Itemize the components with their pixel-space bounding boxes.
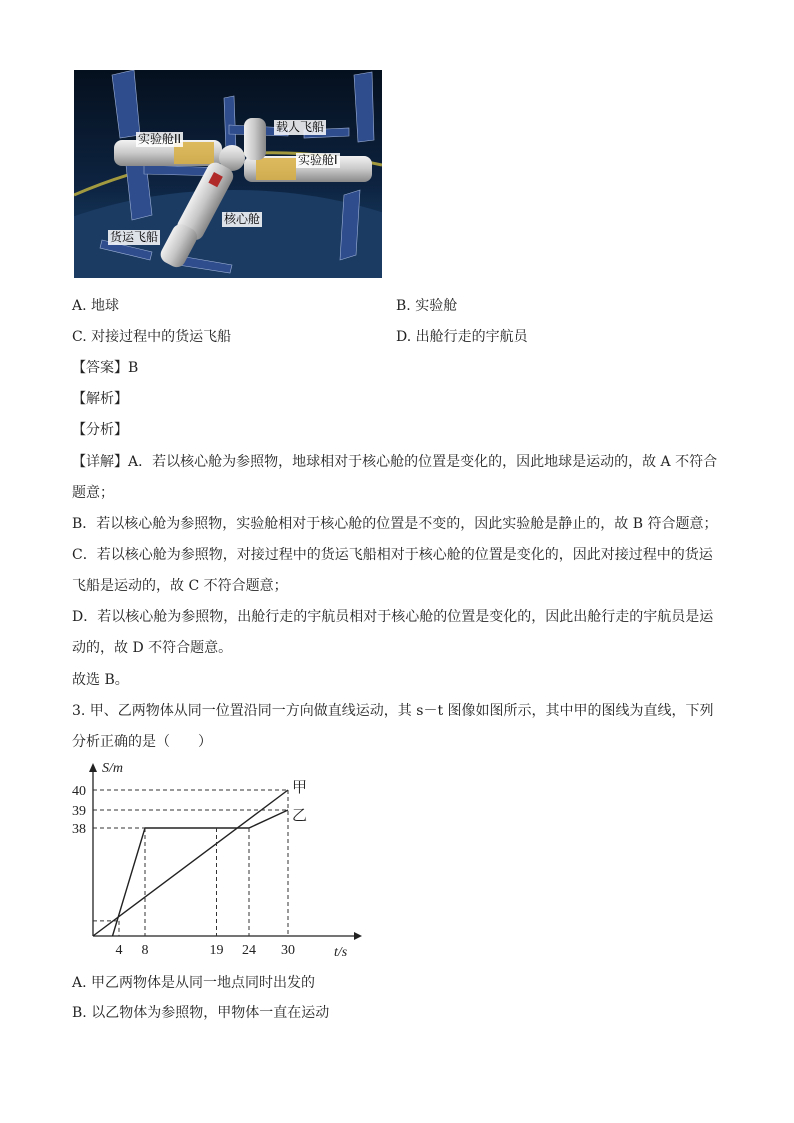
series-yi-label: 乙 (292, 808, 308, 824)
space-station-illustration (74, 70, 382, 278)
answer-line (72, 358, 138, 378)
conclusion-line: 故选 B。 (72, 672, 129, 688)
label-lab-module-2: 实验舱II (138, 132, 182, 146)
label-crew-ship: 载人飞船 (276, 120, 325, 134)
x-tick-30: 30 (281, 943, 295, 958)
series-yi-line (113, 810, 289, 936)
analysis-label: 【解析】 (72, 391, 128, 407)
detail-label: 【详解】 (72, 454, 128, 470)
x-tick-4: 4 (115, 943, 123, 958)
x-tick-24: 24 (242, 943, 256, 958)
y-tick-40: 40 (72, 784, 86, 799)
q3-option-a: A. 甲乙两物体是从同一地点同时出发的 (72, 975, 316, 991)
fenxi-label: 【分析】 (72, 422, 128, 438)
y-axis-arrow (89, 763, 97, 772)
q2-option-b: B. 实验舱 (396, 298, 458, 314)
q2-option-c: C. 对接过程中的货运飞船 (72, 329, 232, 345)
x-tick-19: 19 (209, 943, 224, 958)
detail-a-text: A．若以核心舱为参照物，地球相对于核心舱的位置是变化的，因此地球是运动的，故 A 不符合 (128, 454, 718, 470)
detail-c-line1: C．若以核心舱为参照物，对接过程中的货运飞船相对于核心舱的位置是变化的，因此对接过程中的货运 (72, 547, 713, 563)
x-axis-label: t/s (334, 945, 348, 960)
detail-d-line2: 动的，故 D 不符合题意。 (72, 640, 233, 656)
space-station-figure (74, 70, 382, 278)
label-core-module: 核心舱 (224, 212, 261, 226)
q2-option-a: A. 地球 (72, 298, 120, 314)
label-lab-module-1: 实验舱I (298, 153, 338, 167)
q3-stem-line1: 3. 甲、乙两物体从同一位置沿同一方向做直线运动，其 s－t 图像如图所示，其中甲的图线为直线，下列 (72, 703, 714, 719)
series-jia-label: 甲 (292, 780, 308, 796)
x-tick-8: 8 (141, 943, 149, 958)
detail-a-line1 (72, 452, 717, 472)
y-axis-label: S/m (102, 761, 123, 776)
detail-b-line: B．若以核心舱为参照物，实验舱相对于核心舱的位置是不变的，因此实验舱是静止的，故 B 符合题意； (72, 516, 718, 532)
y-tick-39: 39 (72, 804, 86, 819)
detail-a-line2: 题意； (72, 485, 114, 501)
detail-c-line2: 飞船是运动的，故 C 不符合题意； (72, 578, 288, 594)
st-chart (62, 754, 372, 964)
detail-d-line1: D．若以核心舱为参照物，出舱行走的宇航员相对于核心舱的位置是变化的，因此出舱行走的宇航员是运 (72, 609, 714, 625)
series-jia-line (93, 790, 288, 936)
label-cargo-ship: 货运飞船 (110, 230, 159, 244)
y-tick-38: 38 (72, 822, 86, 837)
q3-stem-line2: 分析正确的是（ ） (72, 734, 212, 750)
q3-option-b: B. 以乙物体为参照物，甲物体一直在运动 (72, 1005, 330, 1021)
st-chart-svg (62, 754, 372, 964)
q2-option-d: D. 出舱行走的宇航员 (396, 329, 528, 345)
answer-label: 【答案】 (72, 360, 128, 376)
x-axis-arrow (354, 932, 362, 940)
answer-value: B (128, 360, 139, 376)
